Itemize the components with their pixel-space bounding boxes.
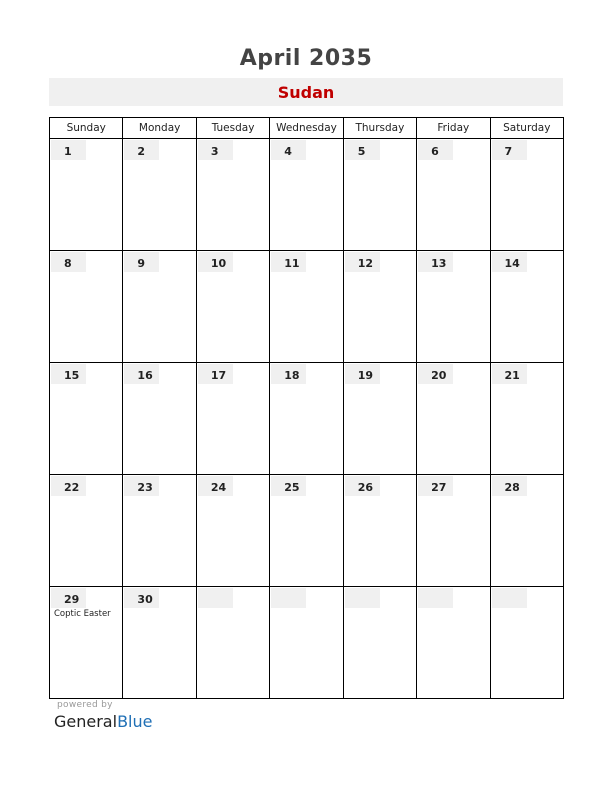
day-number-box [345,140,380,160]
week-row [50,251,564,363]
day-number-box [51,140,86,160]
day-number: 8 [64,257,72,270]
powered-by-label: powered by [57,700,113,710]
day-cell [490,251,563,363]
day-number: 29 [64,593,80,606]
logo-text-general: General [54,712,118,731]
day-cell [196,475,269,587]
day-cell [270,587,343,699]
day-cell [343,475,416,587]
day-number: 19 [357,369,373,382]
day-number-box [51,476,86,496]
day-cell [417,251,490,363]
day-number: 10 [210,257,227,270]
day-number-box [345,364,380,384]
day-cell [123,587,196,699]
country-banner [49,78,563,106]
day-cell [196,251,269,363]
day-cell [50,475,123,587]
weekday-saturday: Saturday [490,118,563,139]
day-number: 11 [284,257,300,270]
day-cell [270,251,343,363]
day-number-box [271,476,306,496]
holiday-label: Coptic Easter [54,609,111,619]
day-number: 7 [504,145,513,158]
day-number: 23 [137,481,153,494]
day-number: 30 [137,593,153,606]
day-number: 18 [284,369,300,382]
day-number-box [492,140,527,160]
day-number: 16 [137,369,153,382]
week-row [50,587,564,699]
day-cell [123,475,196,587]
day-cell [270,363,343,475]
day-number: 9 [137,257,146,270]
day-number-box [271,252,306,272]
day-number-box [198,140,233,160]
day-number-box [418,252,453,272]
day-cell [123,363,196,475]
day-number-box [418,588,453,608]
day-number-box [124,476,159,496]
day-number-box [492,476,527,496]
day-number: 14 [504,257,520,270]
day-number-box [418,476,453,496]
day-cell [490,587,563,699]
day-number: 13 [431,257,447,270]
day-number: 27 [431,481,447,494]
day-cell [270,139,343,251]
weekday-sunday: Sunday [50,118,123,139]
day-number-box [271,588,306,608]
logo-text-blue: Blue [117,712,153,731]
day-number-box [492,364,527,384]
weekday-wednesday: Wednesday [270,118,343,139]
day-number: 15 [64,369,80,382]
day-number: 22 [64,481,80,494]
day-number-box [198,364,233,384]
day-cell [490,475,563,587]
day-cell [343,139,416,251]
day-number-box [124,588,159,608]
day-cell [490,139,563,251]
weekday-friday: Friday [417,118,490,139]
day-cell [196,363,269,475]
day-cell [417,363,490,475]
day-cell [50,587,123,699]
day-number: 28 [504,481,520,494]
day-number-box [198,476,233,496]
weekday-header-row [50,118,564,139]
day-cell [50,139,123,251]
day-number: 20 [431,369,447,382]
weekday-monday: Monday [123,118,196,139]
day-number: 6 [431,145,439,158]
day-number-box [271,140,306,160]
page-title: April 2035 [239,46,373,71]
day-number-box [198,588,233,608]
day-cell [50,363,123,475]
day-cell [343,251,416,363]
day-number-box [345,252,380,272]
day-cell [50,251,123,363]
day-number-box [51,588,86,608]
day-number-box [418,140,453,160]
day-number-box [198,252,233,272]
day-number: 2 [137,145,146,158]
weekday-thursday: Thursday [343,118,416,139]
day-number: 5 [357,145,366,158]
day-number-box [271,364,306,384]
day-number-box [418,364,453,384]
week-row [50,363,564,475]
day-number: 1 [64,145,72,158]
day-cell [123,139,196,251]
day-cell [270,475,343,587]
day-cell [196,587,269,699]
day-number-box [124,140,159,160]
weekday-tuesday: Tuesday [196,118,269,139]
day-number: 25 [284,481,300,494]
day-cell [417,587,490,699]
day-cell [123,251,196,363]
day-number: 21 [504,369,520,382]
day-cell [490,363,563,475]
day-number-box [345,588,380,608]
day-number-box [492,252,527,272]
day-number-box [51,252,86,272]
day-cell [343,587,416,699]
day-number-box [492,588,527,608]
day-number-box [124,364,159,384]
day-number: 26 [357,481,373,494]
day-number-box [124,252,159,272]
day-number: 3 [210,145,219,158]
day-cell [417,139,490,251]
day-number: 17 [210,369,227,382]
generalblue-logo[interactable] [54,712,152,731]
day-cell [417,475,490,587]
day-number-box [51,364,86,384]
day-number-box [345,476,380,496]
country-name: Sudan [277,83,335,102]
day-number: 24 [210,481,227,494]
day-number: 12 [357,257,373,270]
calendar-grid [49,117,564,699]
week-row [50,475,564,587]
day-cell [196,139,269,251]
day-cell [343,363,416,475]
week-row [50,139,564,251]
day-number: 4 [284,145,292,158]
